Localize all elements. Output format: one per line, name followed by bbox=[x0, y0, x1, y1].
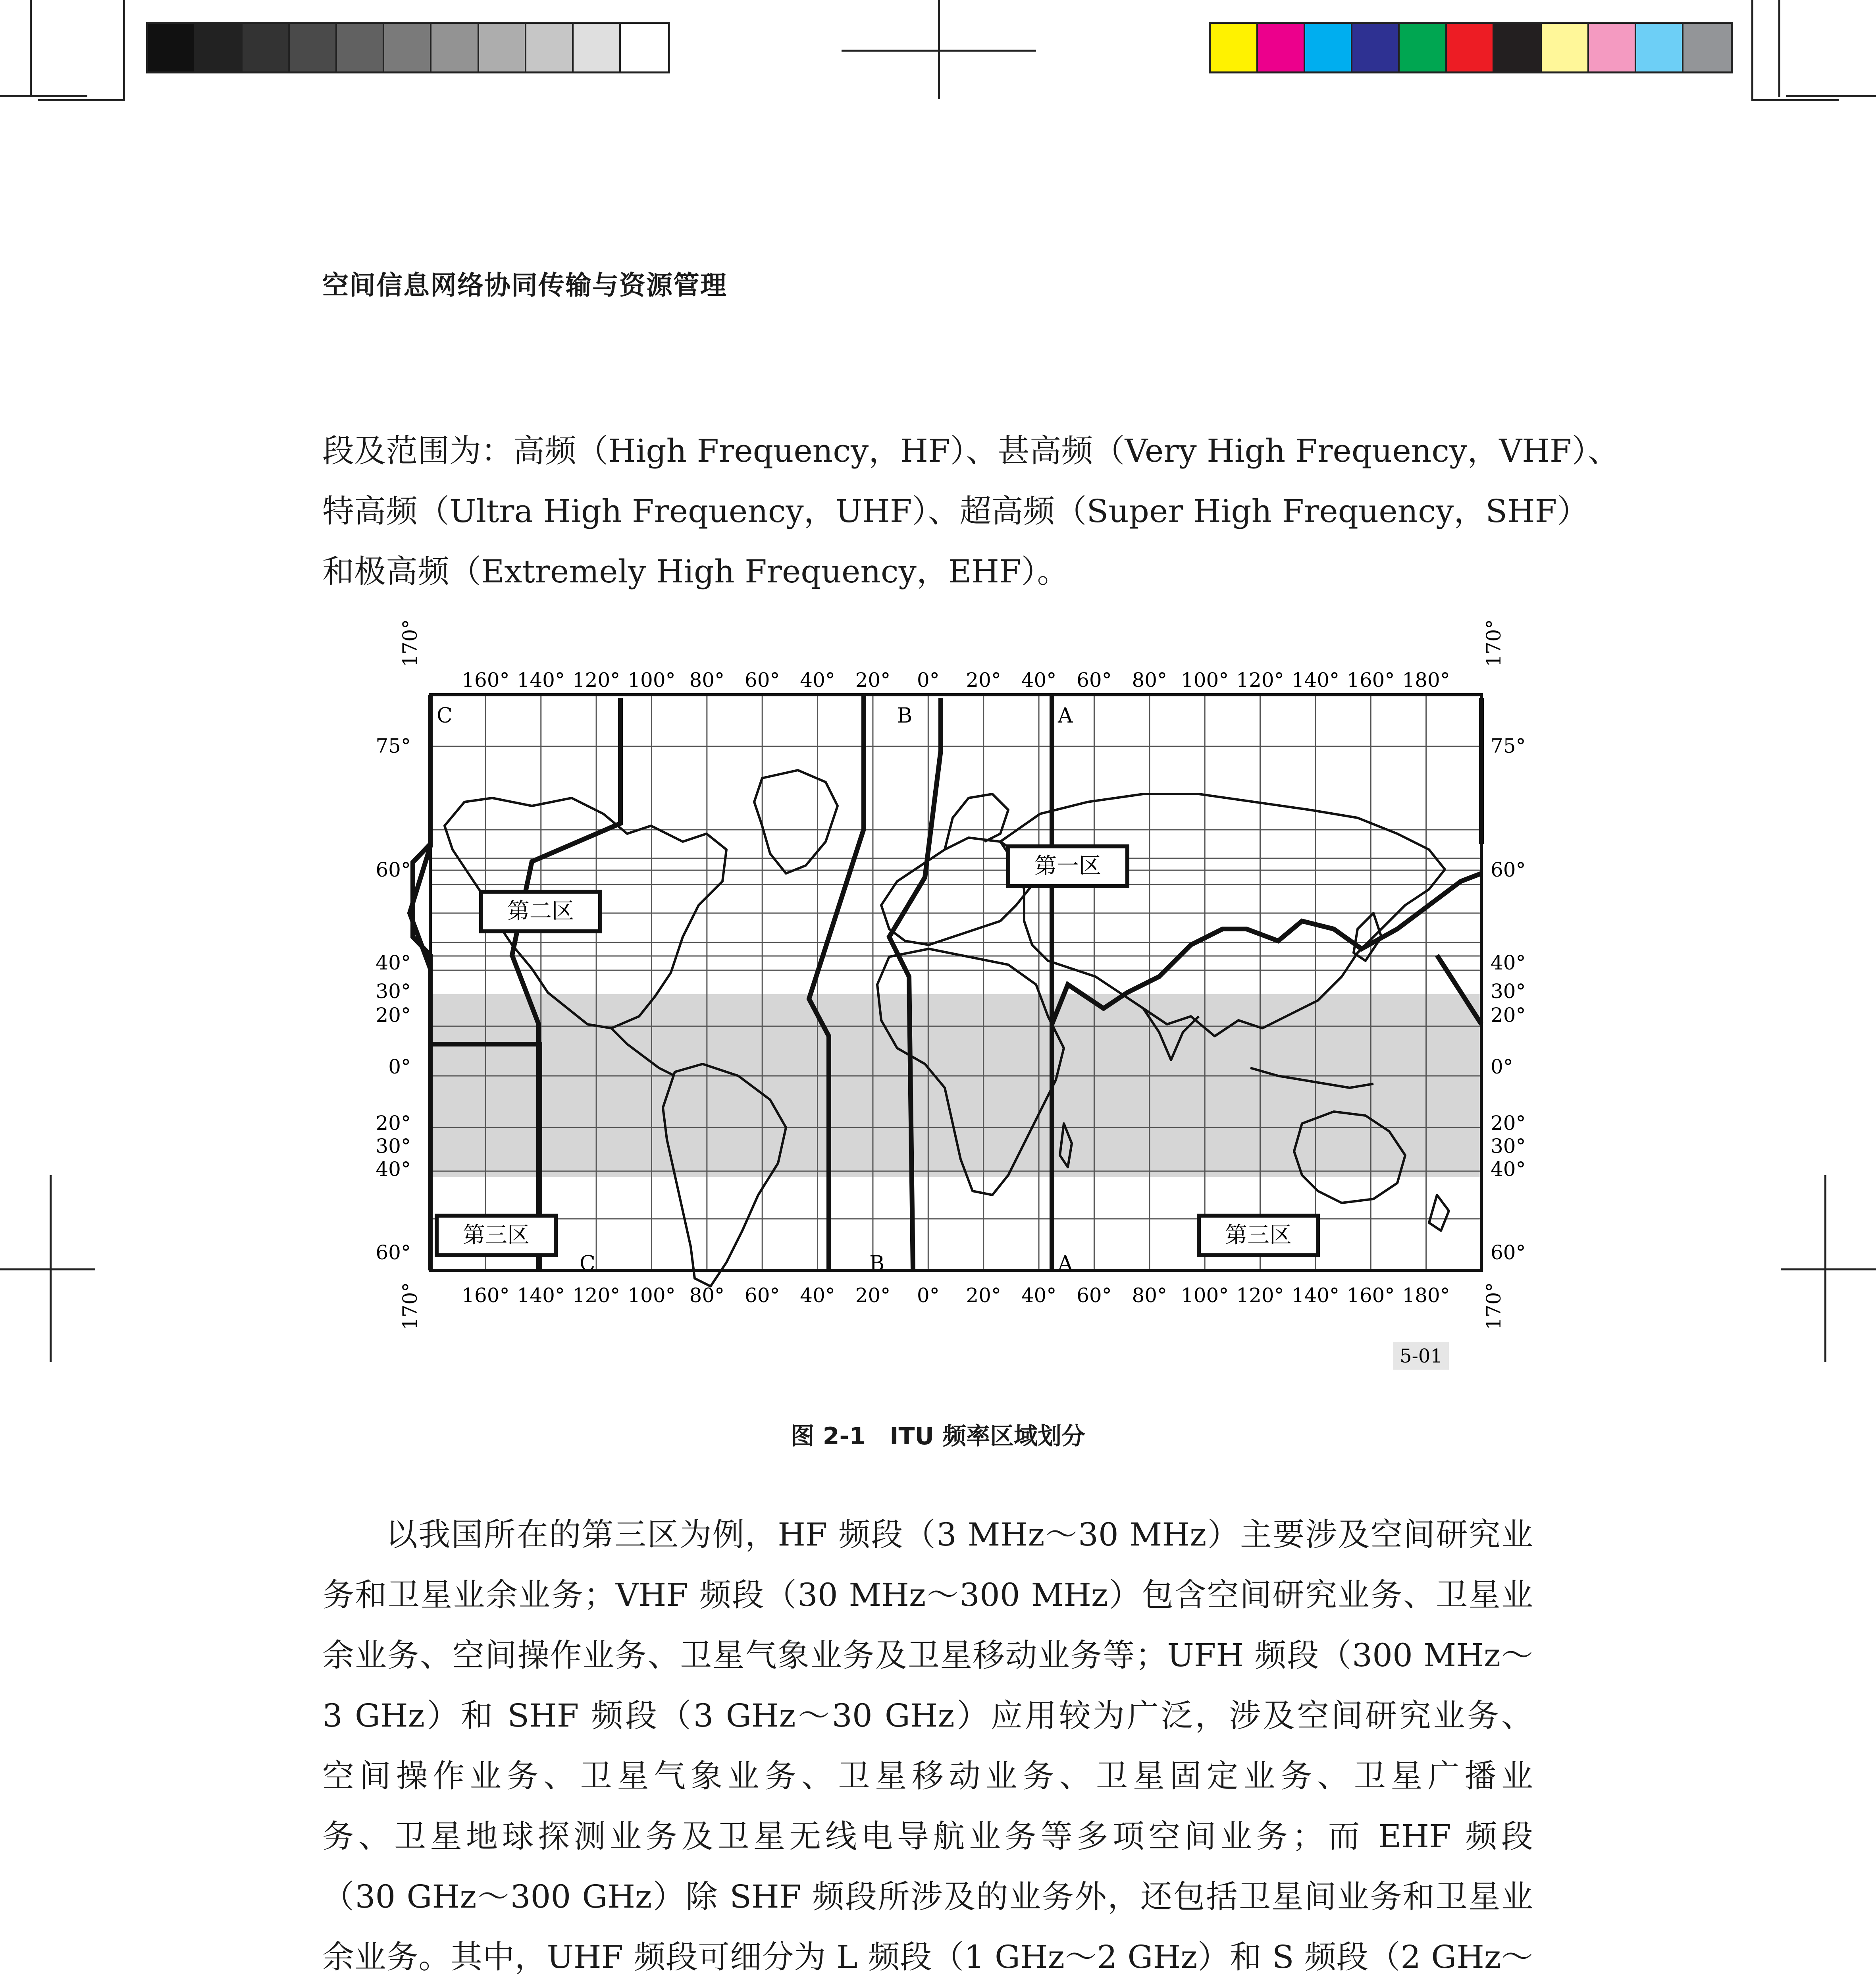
axis-tick-label: 40° bbox=[800, 669, 835, 692]
top-longitude-labels bbox=[462, 669, 1450, 692]
corner-lon-label: 170° bbox=[1482, 1282, 1505, 1330]
body-paragraph bbox=[322, 1505, 1533, 1985]
calibration-swatch bbox=[1258, 24, 1305, 71]
axis-tick-label: 60° bbox=[376, 858, 411, 881]
axis-tick-label: 60° bbox=[1491, 858, 1526, 881]
map-grid bbox=[430, 695, 1481, 1270]
calibration-swatch bbox=[384, 24, 431, 71]
axis-tick-label: 80° bbox=[689, 669, 725, 692]
axis-tick-label: 20° bbox=[966, 1284, 1001, 1307]
axis-tick-label: 120° bbox=[572, 1284, 620, 1307]
axis-tick-label: 20° bbox=[376, 1112, 411, 1135]
region3-label-box-left bbox=[437, 1216, 556, 1255]
calibration-swatch bbox=[526, 24, 574, 71]
text-line: 以我国所在的第三区为例，HF 频段（3 MHz～30 MHz）主要涉及空间研究业 bbox=[386, 1516, 1533, 1553]
axis-tick-label: 40° bbox=[376, 951, 411, 974]
axis-tick-label: 30° bbox=[1491, 980, 1526, 1003]
calibration-swatch bbox=[1542, 24, 1589, 71]
calibration-swatch bbox=[1636, 24, 1683, 71]
left-latitude-labels bbox=[376, 734, 411, 1264]
boundary-c bbox=[410, 695, 430, 1270]
axis-tick-label: 60° bbox=[1491, 1241, 1526, 1264]
region3-label-right: 第三区 bbox=[1225, 1222, 1292, 1248]
boundary-letter-a-bottom: A bbox=[1058, 1252, 1073, 1276]
text-line: 特高频（Ultra High Frequency，UHF）、超高频（Super High Frequency，SHF） bbox=[322, 493, 1589, 530]
axis-tick-label: 40° bbox=[1491, 1158, 1526, 1181]
calibration-swatch bbox=[1352, 24, 1400, 71]
axis-tick-label: 0° bbox=[917, 1284, 940, 1307]
axis-tick-label: 60° bbox=[1077, 1284, 1112, 1307]
axis-tick-label: 30° bbox=[376, 980, 411, 1003]
axis-tick-label: 0° bbox=[1491, 1055, 1513, 1078]
text-line: 务和卫星业余业务；VHF 频段（30 MHz～300 MHz）包含空间研究业务、卫星业 bbox=[322, 1576, 1533, 1613]
axis-tick-label: 30° bbox=[1491, 1135, 1526, 1158]
axis-tick-label: 80° bbox=[689, 1284, 725, 1307]
itu-region-map bbox=[326, 619, 1526, 1393]
axis-tick-label: 120° bbox=[572, 669, 620, 692]
axis-tick-label: 140° bbox=[1291, 1284, 1340, 1307]
calibration-swatch bbox=[243, 24, 290, 71]
axis-tick-label: 40° bbox=[376, 1158, 411, 1181]
calibration-swatch bbox=[1683, 24, 1731, 71]
axis-tick-label: 40° bbox=[800, 1284, 835, 1307]
axis-tick-label: 160° bbox=[1347, 1284, 1395, 1307]
region3-label-box-right bbox=[1199, 1216, 1318, 1255]
boundary-letter-c-top: C bbox=[437, 704, 453, 728]
axis-tick-label: 160° bbox=[462, 1284, 510, 1307]
text-line: 3 GHz）和 SHF 频段（3 GHz～30 GHz）应用较为广泛，涉及空间研究业务、 bbox=[322, 1697, 1533, 1734]
intro-paragraph bbox=[322, 421, 1620, 602]
calibration-swatch bbox=[479, 24, 526, 71]
calibration-swatch bbox=[290, 24, 337, 71]
calibration-swatch bbox=[1494, 24, 1541, 71]
axis-tick-label: 100° bbox=[628, 669, 676, 692]
axis-tick-label: 140° bbox=[517, 1284, 565, 1307]
map-frame bbox=[430, 695, 1481, 1270]
axis-tick-label: 100° bbox=[1181, 1284, 1229, 1307]
axis-tick-label: 40° bbox=[1021, 669, 1057, 692]
axis-tick-label: 60° bbox=[744, 669, 780, 692]
axis-tick-label: 75° bbox=[376, 734, 411, 757]
axis-tick-label: 80° bbox=[1132, 1284, 1167, 1307]
boundary-c-line bbox=[413, 698, 430, 1270]
text-line: （30 GHz～300 GHz）除 SHF 频段所涉及的业务外，还包括卫星间业务和卫星业 bbox=[322, 1878, 1533, 1915]
grayscale-calibration-bar bbox=[146, 22, 670, 73]
calibration-swatch bbox=[1305, 24, 1352, 71]
new-zealand-outline bbox=[1429, 1195, 1449, 1231]
axis-tick-label: 60° bbox=[376, 1241, 411, 1264]
corner-lon-label: 170° bbox=[1482, 619, 1505, 667]
region3-label-left: 第三区 bbox=[463, 1222, 530, 1248]
region1-label: 第一区 bbox=[1034, 853, 1101, 879]
corner-lon-label: 170° bbox=[399, 619, 422, 667]
calibration-swatch bbox=[1447, 24, 1494, 71]
axis-tick-label: 40° bbox=[1021, 1284, 1057, 1307]
figure-caption: 图 2-1 ITU 频率区域划分 bbox=[790, 1422, 1086, 1450]
axis-tick-label: 80° bbox=[1132, 669, 1167, 692]
boundary-b-line bbox=[512, 698, 620, 1270]
text-line: 空间操作业务、卫星气象业务、卫星移动业务、卫星固定业务、卫星广播业 bbox=[322, 1758, 1533, 1794]
axis-tick-label: 100° bbox=[628, 1284, 676, 1307]
calibration-swatch bbox=[1400, 24, 1447, 71]
axis-tick-label: 180° bbox=[1402, 669, 1450, 692]
region-boundaries bbox=[413, 698, 1481, 1270]
right-latitude-labels bbox=[1491, 734, 1526, 1264]
boundary-letter-b-top: B bbox=[897, 704, 913, 728]
axis-tick-label: 40° bbox=[1491, 951, 1526, 974]
text-line: 务、卫星地球探测业务及卫星无线电导航业务等多项空间业务；而 EHF 频段 bbox=[322, 1818, 1533, 1855]
calibration-swatch bbox=[195, 24, 243, 71]
text-line: 余业务。其中，UHF 频段可细分为 L 频段（1 GHz～2 GHz）和 S 频段（2 GHz～ bbox=[322, 1939, 1533, 1975]
axis-tick-label: 30° bbox=[376, 1135, 411, 1158]
region2-label: 第二区 bbox=[507, 898, 574, 924]
region1-label-box bbox=[1008, 846, 1127, 886]
axis-tick-label: 20° bbox=[855, 669, 891, 692]
text-line: 余业务、空间操作业务、卫星气象业务及卫星移动业务等；UFH 频段（300 MHz～ bbox=[322, 1637, 1533, 1674]
axis-tick-label: 20° bbox=[1491, 1112, 1526, 1135]
corner-lon-label: 170° bbox=[399, 1282, 422, 1330]
region-boundaries-main bbox=[410, 695, 1052, 1270]
tropical-band bbox=[430, 994, 1481, 1177]
axis-tick-label: 75° bbox=[1491, 734, 1526, 757]
boundary-b-line-main bbox=[889, 698, 941, 1270]
axis-tick-label: 20° bbox=[1491, 1004, 1526, 1027]
calibration-swatch bbox=[148, 24, 195, 71]
calibration-swatch bbox=[1211, 24, 1258, 71]
axis-tick-label: 120° bbox=[1236, 669, 1284, 692]
axis-tick-label: 20° bbox=[376, 1004, 411, 1027]
boundary-letter-c-bottom: C bbox=[580, 1252, 595, 1276]
text-line: 段及范围为：高频（High Frequency，HF）、甚高频（Very High Frequency，VHF）、 bbox=[322, 432, 1620, 469]
calibration-swatch bbox=[621, 24, 668, 71]
calibration-swatch bbox=[1589, 24, 1636, 71]
axis-tick-label: 60° bbox=[744, 1284, 780, 1307]
axis-tick-label: 0° bbox=[388, 1055, 411, 1078]
axis-tick-label: 100° bbox=[1181, 669, 1229, 692]
axis-tick-label: 180° bbox=[1402, 1284, 1450, 1307]
calibration-swatch bbox=[337, 24, 384, 71]
axis-tick-label: 140° bbox=[1291, 669, 1340, 692]
axis-tick-label: 20° bbox=[966, 669, 1001, 692]
axis-tick-label: 20° bbox=[855, 1284, 891, 1307]
figure-code: 5-01 bbox=[1400, 1345, 1443, 1367]
running-header: 空间信息网络协同传输与资源管理 bbox=[322, 270, 727, 301]
axis-tick-label: 160° bbox=[462, 669, 510, 692]
boundary-letter-a-top: A bbox=[1058, 704, 1073, 728]
axis-tick-label: 0° bbox=[917, 669, 940, 692]
boundary-letter-b-bottom: B bbox=[869, 1252, 885, 1276]
bottom-longitude-labels bbox=[462, 1284, 1450, 1307]
axis-tick-label: 60° bbox=[1077, 669, 1112, 692]
region2-label-box bbox=[481, 892, 600, 931]
calibration-swatch bbox=[574, 24, 621, 71]
axis-tick-label: 140° bbox=[517, 669, 565, 692]
calibration-swatch bbox=[431, 24, 479, 71]
axis-tick-label: 160° bbox=[1347, 669, 1395, 692]
text-line: 和极高频（Extremely High Frequency，EHF）。 bbox=[322, 553, 1069, 590]
color-calibration-bar bbox=[1209, 22, 1733, 73]
axis-tick-label: 120° bbox=[1236, 1284, 1284, 1307]
